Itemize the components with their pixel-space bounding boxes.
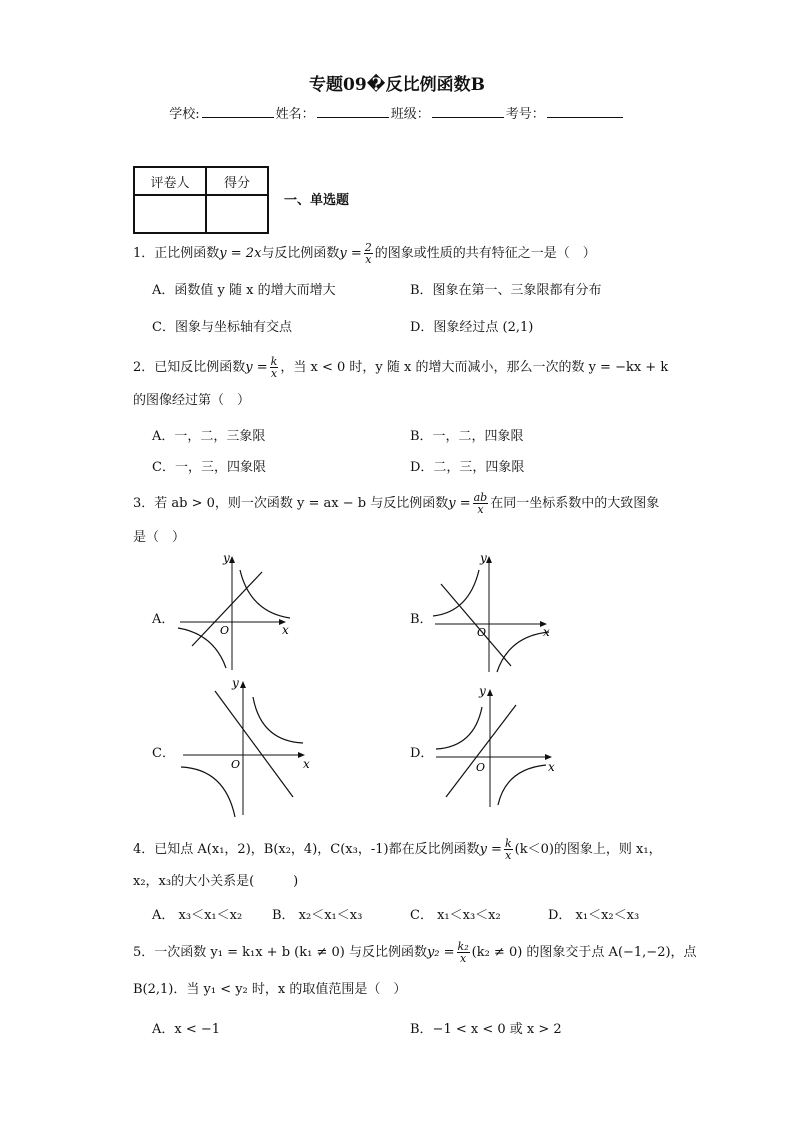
q4-option-d[interactable]: D． x₁＜x₂＜x₃ [548,908,640,923]
q1-number: 1． [133,246,155,261]
q2-option-c[interactable]: C．一，三，四象限 [152,460,266,475]
q5-option-a[interactable]: A．x < −1 [152,1022,221,1037]
question-1 [133,242,596,265]
q4-line-2: x₂，x₃的大小关系是( ) [133,874,299,889]
reviewer-cell[interactable] [134,195,206,233]
score-cell[interactable] [206,195,268,233]
hyperbola-branch [436,707,482,749]
q4-number: 4． [133,842,155,857]
q1-text-mid: 与反比例函数 [261,246,340,261]
q3-line-2: 是（ ） [133,530,186,545]
q3-text: 若 ab > 0，则一次函数 y = ax − b 与反比例函数 [154,496,449,511]
axis-x-label: x [548,760,555,774]
q2-option-d[interactable]: D．二，三，四象限 [410,460,525,475]
q3-option-a-label[interactable]: A． [152,612,175,627]
hyperbola-branch [498,765,546,805]
name-blank[interactable] [317,105,389,118]
axis-x-label: x [303,757,310,771]
q5-line-2: B(2,1)．当 y₁ < y₂ 时，x 的取值范围是（ ） [133,982,407,997]
q2-option-b[interactable]: B．一，二，四象限 [410,429,524,444]
q1-option-c[interactable]: C．图象与坐标轴有交点 [152,320,292,335]
linear-function-line [446,705,516,797]
question-3 [133,492,659,515]
q1-option-b[interactable]: B．图象在第一、三象限都有分布 [410,283,602,298]
hyperbola-branch [253,697,303,743]
score-table [133,166,269,234]
q2-text: 已知反比例函数 [154,360,246,375]
score-header: 得分 [206,167,268,195]
q2-condition: ，当 x < 0 时，y 随 x 的增大而减小，那么一次的数 y = −kx + k [280,360,669,375]
q4-fraction: $\frac{k}{x}$ [504,837,512,862]
student-info-line [0,103,794,122]
q3-graph-c[interactable] [175,675,315,820]
linear-function-line [441,584,511,666]
q5-text-post: (k₂ ≠ 0) 的图象交于点 A(−1,−2)，点 [471,945,697,960]
q1-text: 正比例函数 [154,246,220,261]
hyperbola-branch [433,570,479,616]
q3-option-b-label[interactable]: B． [410,612,433,627]
q2-fraction: $\frac{k}{x}$ [270,355,278,380]
q3-option-d-label[interactable]: D． [410,746,434,761]
hyperbola-branch [178,628,226,668]
q1-option-a[interactable]: A．函数值 y 随 x 的增大而增大 [152,283,336,298]
hyperbola-branch [497,632,549,672]
q4-formula-lhs: y = [479,842,502,857]
q3-formula-lhs: y = [448,496,471,511]
q4-option-a[interactable]: A． x₃＜x₁＜x₂ [152,908,243,923]
section-title: 一、单选题 [284,193,350,208]
linear-function-line [215,691,293,797]
q1-option-d[interactable]: D．图象经过点 (2,1) [410,320,534,335]
hyperbola-branch [240,570,290,618]
question-2 [133,356,668,379]
q5-fraction: $\frac{\text{k₂}}{x}$ [457,940,469,965]
exam-no-label: 考号： [505,107,545,122]
origin-label: O [477,626,487,639]
class-label: 班级： [390,107,430,122]
q3-number: 3． [133,496,155,511]
origin-label: O [476,761,486,774]
school-label: 学校: [169,107,200,122]
q3-graph-a[interactable] [170,550,300,680]
q4-option-b[interactable]: B． x₂＜x₁＜x₃ [272,908,363,923]
name-label: 姓名： [275,107,315,122]
q2-line-2: 的图像经过第（ ） [133,393,251,408]
q4-option-c[interactable]: C． x₁＜x₃＜x₂ [410,908,501,923]
origin-label: O [231,758,241,771]
q5-option-b[interactable]: B．−1 < x < 0 或 x > 2 [410,1022,562,1037]
q5-text: 一次函数 y₁ = k₁x + b (k₁ ≠ 0) 与反比例函数 [154,945,427,960]
q3-graph-d[interactable] [430,685,560,810]
q1-formula-1: y = 2x [219,246,262,261]
origin-label: O [220,624,230,637]
q2-option-a[interactable]: A．一，二，三象限 [152,429,266,444]
q3-text-post: 在同一坐标系数中的大致图象 [490,496,660,511]
axis-y-label: y [223,551,230,565]
q3-graph-b[interactable] [425,550,555,680]
axis-y-label: y [480,551,487,565]
q2-number: 2． [133,360,155,375]
question-5 [133,941,697,964]
q4-text-post: (k＜0)的图象上，则 x₁， [514,842,662,857]
reviewer-header: 评卷人 [134,167,206,195]
page-title: 专题09�反比例函数B [309,75,485,95]
question-4 [133,838,662,861]
hyperbola-branch [181,767,235,817]
axis-x-label: x [543,625,550,639]
q3-fraction: $\frac{ab}{x}$ [473,491,488,516]
exam-no-blank[interactable] [547,105,623,118]
q5-formula-lhs: y₂ = [426,945,455,960]
q5-number: 5． [133,945,155,960]
q1-text-post: 的图象或性质的共有特征之一是（ ） [374,246,596,261]
axis-y-label: y [479,685,486,698]
q2-formula-lhs: y = [245,360,268,375]
axis-x-label: x [282,623,289,637]
q1-formula-2-lhs: y = [339,246,362,261]
q3-option-c-label[interactable]: C． [152,746,175,761]
q1-fraction: $\frac{2}{x}$ [364,241,372,266]
class-blank[interactable] [432,105,504,118]
school-blank[interactable] [202,105,274,118]
axis-y-label: y [232,676,239,690]
q4-text: 已知点 A(x₁，2)，B(x₂，4)，C(x₃，-1)都在反比例函数 [154,842,480,857]
